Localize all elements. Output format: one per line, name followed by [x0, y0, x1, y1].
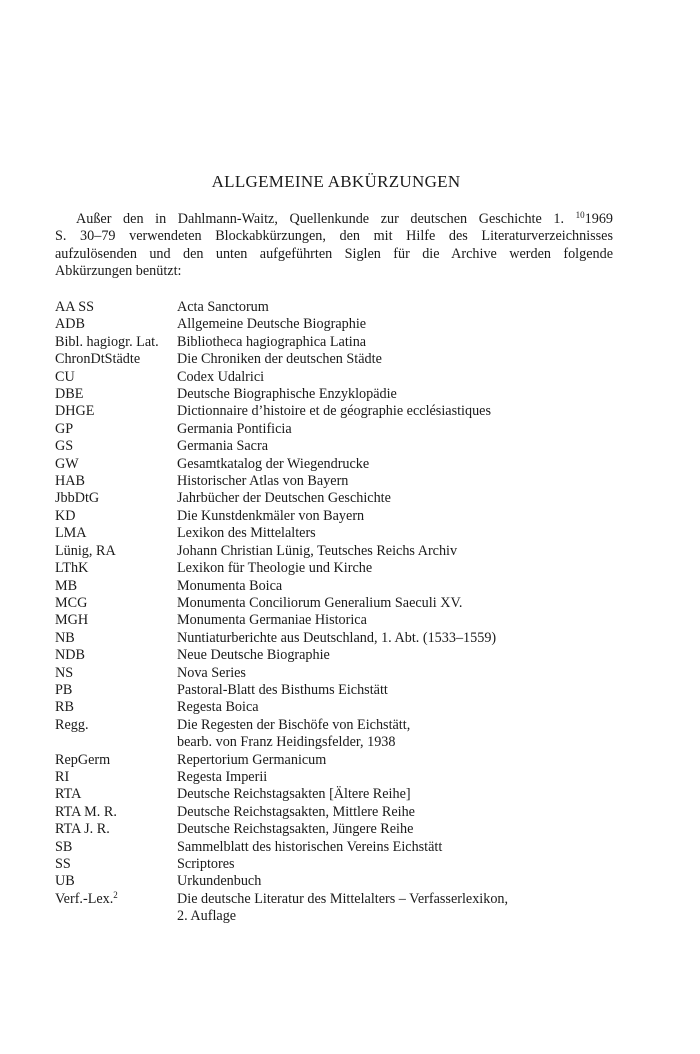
abbreviation-entry — [55, 578, 617, 595]
abbreviation-expansion: Pastoral-Blatt des Bisthums Eichstätt — [177, 681, 388, 698]
abbreviation-entry — [55, 665, 617, 682]
abbreviation-entry — [55, 786, 617, 803]
abbreviation-term: RB — [55, 699, 74, 716]
abbreviation-term: SB — [55, 838, 73, 855]
abbreviation-expansion: Deutsche Biographische Enzyklopädie — [177, 386, 397, 403]
abbreviation-entry — [55, 473, 617, 490]
abbreviation-entry — [55, 543, 617, 560]
abbreviation-entry — [55, 647, 617, 664]
abbreviation-term: RI — [55, 768, 70, 785]
abbreviation-term: GS — [55, 438, 74, 455]
abbreviation-entry — [55, 612, 617, 629]
abbreviation-expansion: Regesta Boica — [177, 699, 259, 716]
abbreviation-superscript: 2 — [113, 889, 118, 900]
abbreviation-term: MB — [55, 577, 78, 594]
abbreviation-term: NDB — [55, 647, 85, 664]
abbreviation-term: GW — [55, 455, 79, 472]
abbreviation-expansion: Deutsche Reichstagsakten [Ältere Reihe] — [177, 786, 411, 803]
abbreviation-expansion: Gesamtkatalog der Wiegendrucke — [177, 455, 370, 472]
abbreviation-expansion: Sammelblatt des historischen Vereins Eichstätt — [177, 838, 443, 855]
abbreviation-expansion: Germania Pontificia — [177, 420, 292, 437]
intro-paragraph — [55, 211, 613, 280]
abbreviation-term: Regg. — [55, 716, 89, 733]
abbreviation-term: DBE — [55, 386, 84, 403]
abbreviation-expansion: Monumenta Conciliorum Generalium Saeculi XV. — [177, 594, 463, 611]
abbreviation-expansion: Germania Sacra — [177, 438, 268, 455]
abbreviation-expansion: Urkundenbuch — [177, 873, 262, 890]
abbreviation-term: RTA J. R. — [55, 821, 110, 838]
abbreviation-expansion: Nuntiaturberichte aus Deutschland, 1. Abt. (1533–1559) — [177, 629, 497, 646]
abbreviation-entry — [55, 699, 617, 716]
intro-line-4: Abkürzungen benützt: — [55, 262, 182, 279]
abbreviation-entry — [55, 821, 617, 838]
abbreviation-entry — [55, 334, 617, 351]
abbreviation-entry — [55, 438, 617, 455]
abbreviation-entry — [55, 421, 617, 438]
abbreviation-expansion: Bibliotheca hagiographica Latina — [177, 333, 367, 350]
abbreviation-entry — [55, 456, 617, 473]
abbreviation-entry — [55, 508, 617, 525]
abbreviation-expansion: Monumenta Germaniae Historica — [177, 612, 367, 629]
abbreviation-term: SS — [55, 856, 71, 872]
abbreviation-expansion: Regesta Imperii — [177, 768, 268, 785]
abbreviation-entry — [55, 752, 617, 769]
abbreviation-term: HAB — [55, 473, 85, 490]
abbreviation-entry — [55, 717, 617, 752]
abbreviation-term: MGH — [55, 612, 89, 629]
abbreviation-entry — [55, 299, 617, 316]
abbreviation-term: KD — [55, 507, 76, 524]
abbreviation-term: RepGerm — [55, 751, 111, 768]
abbreviation-term: CU — [55, 368, 75, 385]
abbreviation-term: DHGE — [55, 403, 95, 420]
abbreviation-expansion: Die Regesten der Bischöfe von Eichstätt, bearb. von Franz Heidingsfelder, 1938 — [177, 716, 411, 751]
abbreviation-expansion: Acta Sanctorum — [177, 299, 269, 315]
abbreviation-expansion: Monumenta Boica — [177, 577, 283, 594]
abbreviation-entry — [55, 856, 617, 873]
abbreviation-term: UB — [55, 873, 75, 890]
abbreviation-entry — [55, 873, 617, 890]
abbreviation-expansion: Repertorium Germanicum — [177, 751, 327, 768]
abbreviation-expansion: Neue Deutsche Biographie — [177, 647, 330, 664]
abbreviation-entry — [55, 595, 617, 612]
abbreviation-expansion: Jahrbücher der Deutschen Geschichte — [177, 490, 391, 507]
abbreviation-term: Bibl. hagiogr. Lat. — [55, 333, 159, 350]
abbreviation-expansion: Codex Udalrici — [177, 368, 265, 385]
abbreviation-entry — [55, 804, 617, 821]
abbreviation-expansion: Allgemeine Deutsche Biographie — [177, 316, 367, 333]
abbreviation-expansion: Historischer Atlas von Bayern — [177, 473, 349, 490]
abbreviation-expansion: Die Kunstdenkmäler von Bayern — [177, 507, 365, 524]
abbreviation-entry — [55, 403, 617, 420]
abbreviation-entry — [55, 351, 617, 368]
abbreviation-expansion: Nova Series — [177, 664, 246, 681]
abbreviation-entry — [55, 560, 617, 577]
abbreviation-term: PB — [55, 681, 73, 698]
abbreviation-expansion: Lexikon für Theologie und Kirche — [177, 560, 373, 577]
abbreviation-entry — [55, 369, 617, 386]
intro-line-1: Außer den in Dahlmann-Waitz, Quellenkunde zur deutschen Geschichte 1. $^{10}$1969 — [76, 210, 613, 227]
abbreviation-expansion: Deutsche Reichstagsakten, Mittlere Reihe — [177, 803, 415, 820]
abbreviation-entry — [55, 386, 617, 403]
page-title: ALLGEMEINE ABKÜRZUNGEN — [211, 172, 461, 191]
abbreviation-entry — [55, 525, 617, 542]
abbreviation-expansion: Lexikon des Mittelalters — [177, 525, 316, 542]
intro-line-2: S. 30–79 verwendeten Blockabkürzungen, den mit Hilfe des Literaturverzeichnisses — [55, 228, 613, 245]
abbreviation-term: RTA — [55, 786, 82, 803]
abbreviation-entry — [55, 630, 617, 647]
abbreviation-term: GP — [55, 420, 74, 437]
abbreviation-term: AA SS — [55, 299, 95, 315]
abbreviation-expansion: Die deutsche Literatur des Mittelalters – Verfasserlexikon, 2. Auflage — [177, 890, 509, 925]
abbreviation-expansion: Johann Christian Lünig, Teutsches Reichs Archiv — [177, 542, 458, 559]
abbreviation-term: LMA — [55, 525, 87, 542]
edition-superscript: 10 — [575, 210, 585, 220]
abbreviation-term: NB — [55, 629, 75, 646]
intro-line-3: aufzulösenden und den unten aufgeführten Siglen für die Archive werden folgende — [55, 245, 613, 262]
abbreviation-entry — [55, 316, 617, 333]
abbreviation-entry — [55, 839, 617, 856]
abbreviation-term: Lünig, RA — [55, 542, 116, 559]
abbreviation-entry — [55, 490, 617, 507]
abbreviation-term: ChronDtStädte — [55, 351, 141, 368]
abbreviation-expansion: Deutsche Reichstagsakten, Jüngere Reihe — [177, 821, 414, 838]
abbreviation-term: MCG — [55, 594, 88, 611]
abbreviation-expansion: Die Chroniken der deutschen Städte — [177, 351, 382, 368]
abbreviation-list — [55, 299, 617, 926]
abbreviation-term: Verf.-Lex.$^2$ — [55, 889, 118, 907]
abbreviation-entry — [55, 682, 617, 699]
abbreviation-term: ADB — [55, 316, 85, 333]
abbreviation-term: LThK — [55, 560, 89, 577]
abbreviation-expansion: Scriptores — [177, 856, 235, 872]
abbreviation-term: JbbDtG — [55, 490, 100, 507]
abbreviation-entry — [55, 769, 617, 786]
abbreviation-expansion: Dictionnaire d’histoire et de géographie ecclésiastiques — [177, 403, 491, 420]
abbreviation-entry — [55, 891, 617, 926]
abbreviation-term: NS — [55, 664, 74, 681]
abbreviation-term: RTA M. R. — [55, 803, 117, 820]
